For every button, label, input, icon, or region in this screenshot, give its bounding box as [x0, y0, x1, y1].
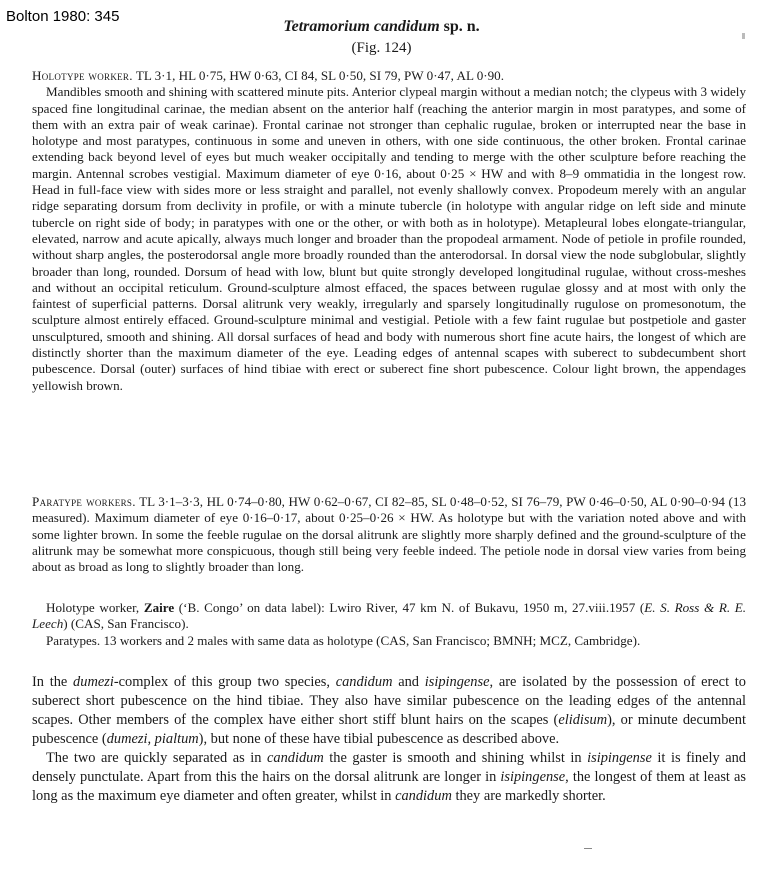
discussion-paragraph-1	[32, 673, 746, 749]
holotype-stats: TL 3·1, HL 0·75, HW 0·63, CI 84, SL 0·50, SI 79, PW 0·47, AL 0·90.	[132, 68, 505, 83]
figure-reference: (Fig. 124)	[351, 40, 412, 56]
discussion	[32, 673, 746, 806]
holotype-locality	[32, 600, 746, 633]
d2-e: they are markedly shorter.	[451, 788, 606, 804]
holotype-text: Mandibles smooth and shining with scattered minute pits. Anterior clypeal margin without a median notch; the clypeus with 3 widely spaced fine longitudinal carinae, the median absent on the anterior half (reaching the anterior margin in most paratypes, and some of them with an extra pair of weak carinae). Frontal carinae not stronger than cephalic rugulae, broken or interrupted near the base in holotype and most paratypes, continuous in some and uneven in others, with one side continuous, the other broken. Frontal carinae extending back beyond level of eyes but much weaker occipitally and tending to merge with the other sculpture before reaching the margin. Antennal scrobes vestigial. Maximum diameter of eye 0·16, about 0·25 × HW and with 8–9 ommatidia in the longest row. Head in full-face view with sides more or less straight and parallel, not evenly shallowly convex. Propodeum merely with an angular ridge separating dorsum from declivity in profile, or with a minute tubercle (in holotype with angular ridge on left side and minute tubercle on right side of body; in paratypes with one or the other, or with both as in holotype). Metapleural lobes elongate-triangular, elevated, narrow and acute apically, always much longer and broader than the propodeal armament. Node of petiole in profile rounded, without sharp angles, the posterodorsal angle more broadly rounded than the anterodorsal. In dorsal view the node subglobular, slightly broader than long, rounded. Dorsum of head with low, blunt but quite strongly developed longitudinal rugulae, without cross-meshes and without an occipital reticulum. Ground-sculpture almost effaced, the spaces between rugulae glossy and at most with only the faintest of superficial patterns. Dorsal alitrunk very weakly, irregularly and sparsely longitudinally rugulose on promesonotum, the sculpture almost entirely effaced. Ground-sculpture minimal and vestigial. Petiole with a few faint rugulae but postpetiole and gaster unsculptured, smooth and shining. All dorsal surfaces of head and body with numerous short fine acute hairs, the longest of which are distinctly shorter than the maximum diameter of the eye. Leading edges of antennal scapes with suberect to subdecumbent short pubescence. Dorsal (outer) surfaces of hind tibiae with erect or suberect fine short pubescence. Colour light brown, the appendages yellowish brown.	[32, 84, 746, 393]
margin-mark	[742, 33, 745, 39]
d2-isipingense-2: isipingense	[500, 769, 566, 785]
d1-f: ), but none of these have tibial pubescence as described above.	[198, 731, 560, 747]
species-suffix: sp. n.	[439, 18, 480, 35]
d2-candidum-2: candidum	[395, 788, 452, 804]
d1-isipingense: isipingense	[424, 674, 490, 690]
d1-e: ), or minute decumbent pubescence (	[32, 712, 746, 747]
d2-isipingense: isipingense	[587, 750, 652, 766]
paratype-text: TL 3·1–3·3, HL 0·74–0·80, HW 0·62–0·67, CI 82–85, SL 0·48–0·52, SI 76–79, PW 0·46–0·50, AL 0·90–0·94 (13 measured). Maximum diameter of eye 0·16–0·17, about 0·25–0·26 × HW. As holotype but with the variation noted above and with some lighter brown. In some the feeble rugulae on the dorsal alitrunk are slightly more sharply defined and the ground-sculpture of the alitrunk may be somewhat more conspicuous, though still being very feeble indeed. The petiole node in dorsal view varies from being about as broad as long to slightly broader than long.	[32, 494, 746, 575]
holotype-locality-post: ) (CAS, San Francisco).	[63, 616, 189, 632]
d2-c: it is finely and densely punctulate. Apart from this the hairs on the dorsal alitrunk are longer in	[32, 750, 746, 785]
paratype-description	[32, 494, 746, 575]
d2-candidum: candidum	[267, 750, 324, 766]
stray-mark	[584, 848, 592, 849]
holotype-country: Zaire	[143, 600, 175, 615]
holotype-measurements	[32, 68, 746, 84]
d1-b: -complex of this group two species,	[113, 674, 336, 690]
d1-elidisum: elidisum	[558, 712, 608, 728]
holotype-locality-pre: Holotype worker,	[46, 600, 144, 615]
paratype-paragraph	[32, 494, 746, 575]
source-citation: Bolton 1980: 345	[6, 8, 120, 25]
d1-a: In the	[32, 674, 74, 690]
d1-candidum: candidum	[335, 674, 393, 690]
d2-b: the gaster is smooth and shining whilst in	[323, 750, 588, 766]
holotype-label: Holotype worker.	[32, 68, 133, 83]
discussion-paragraph-2	[32, 749, 746, 806]
d1-c: and	[392, 674, 425, 690]
holotype-description	[32, 68, 746, 394]
paratype-label: Paratype workers.	[32, 494, 136, 509]
material-examined	[32, 600, 746, 649]
holotype-locality-mid: (‘B. Congo’ on data label): Lwiro River, 47 km N. of Bukavu, 1950 m, 27.viii.1957 (	[174, 600, 645, 615]
d1-dumezi: dumezi	[73, 674, 114, 690]
paratypes-material: Paratypes. 13 workers and 2 males with same data as holotype (CAS, San Francisco; BMNH; MCZ, Cambridge).	[46, 632, 641, 648]
d1-d: , are isolated by the possession of erect to suberect short pubescence on the hind tibiae. They also have similar pubescence on the leading edges of the antennal scapes. Other members of the complex have either short stiff blunt hairs on the scapes (	[32, 674, 746, 728]
holotype-collector: E. S. Ross & R. E. Leech	[32, 600, 747, 632]
d2-d: , the longest of them at least as long as the maximum eye diameter and often greater, whilst in	[32, 769, 746, 804]
species-name: Tetramorium candidum	[283, 18, 440, 35]
d2-a: The two are quickly separated as in	[46, 750, 267, 766]
d1-dumezi-pialtum: dumezi, pialtum	[106, 731, 199, 747]
species-title	[0, 18, 763, 36]
